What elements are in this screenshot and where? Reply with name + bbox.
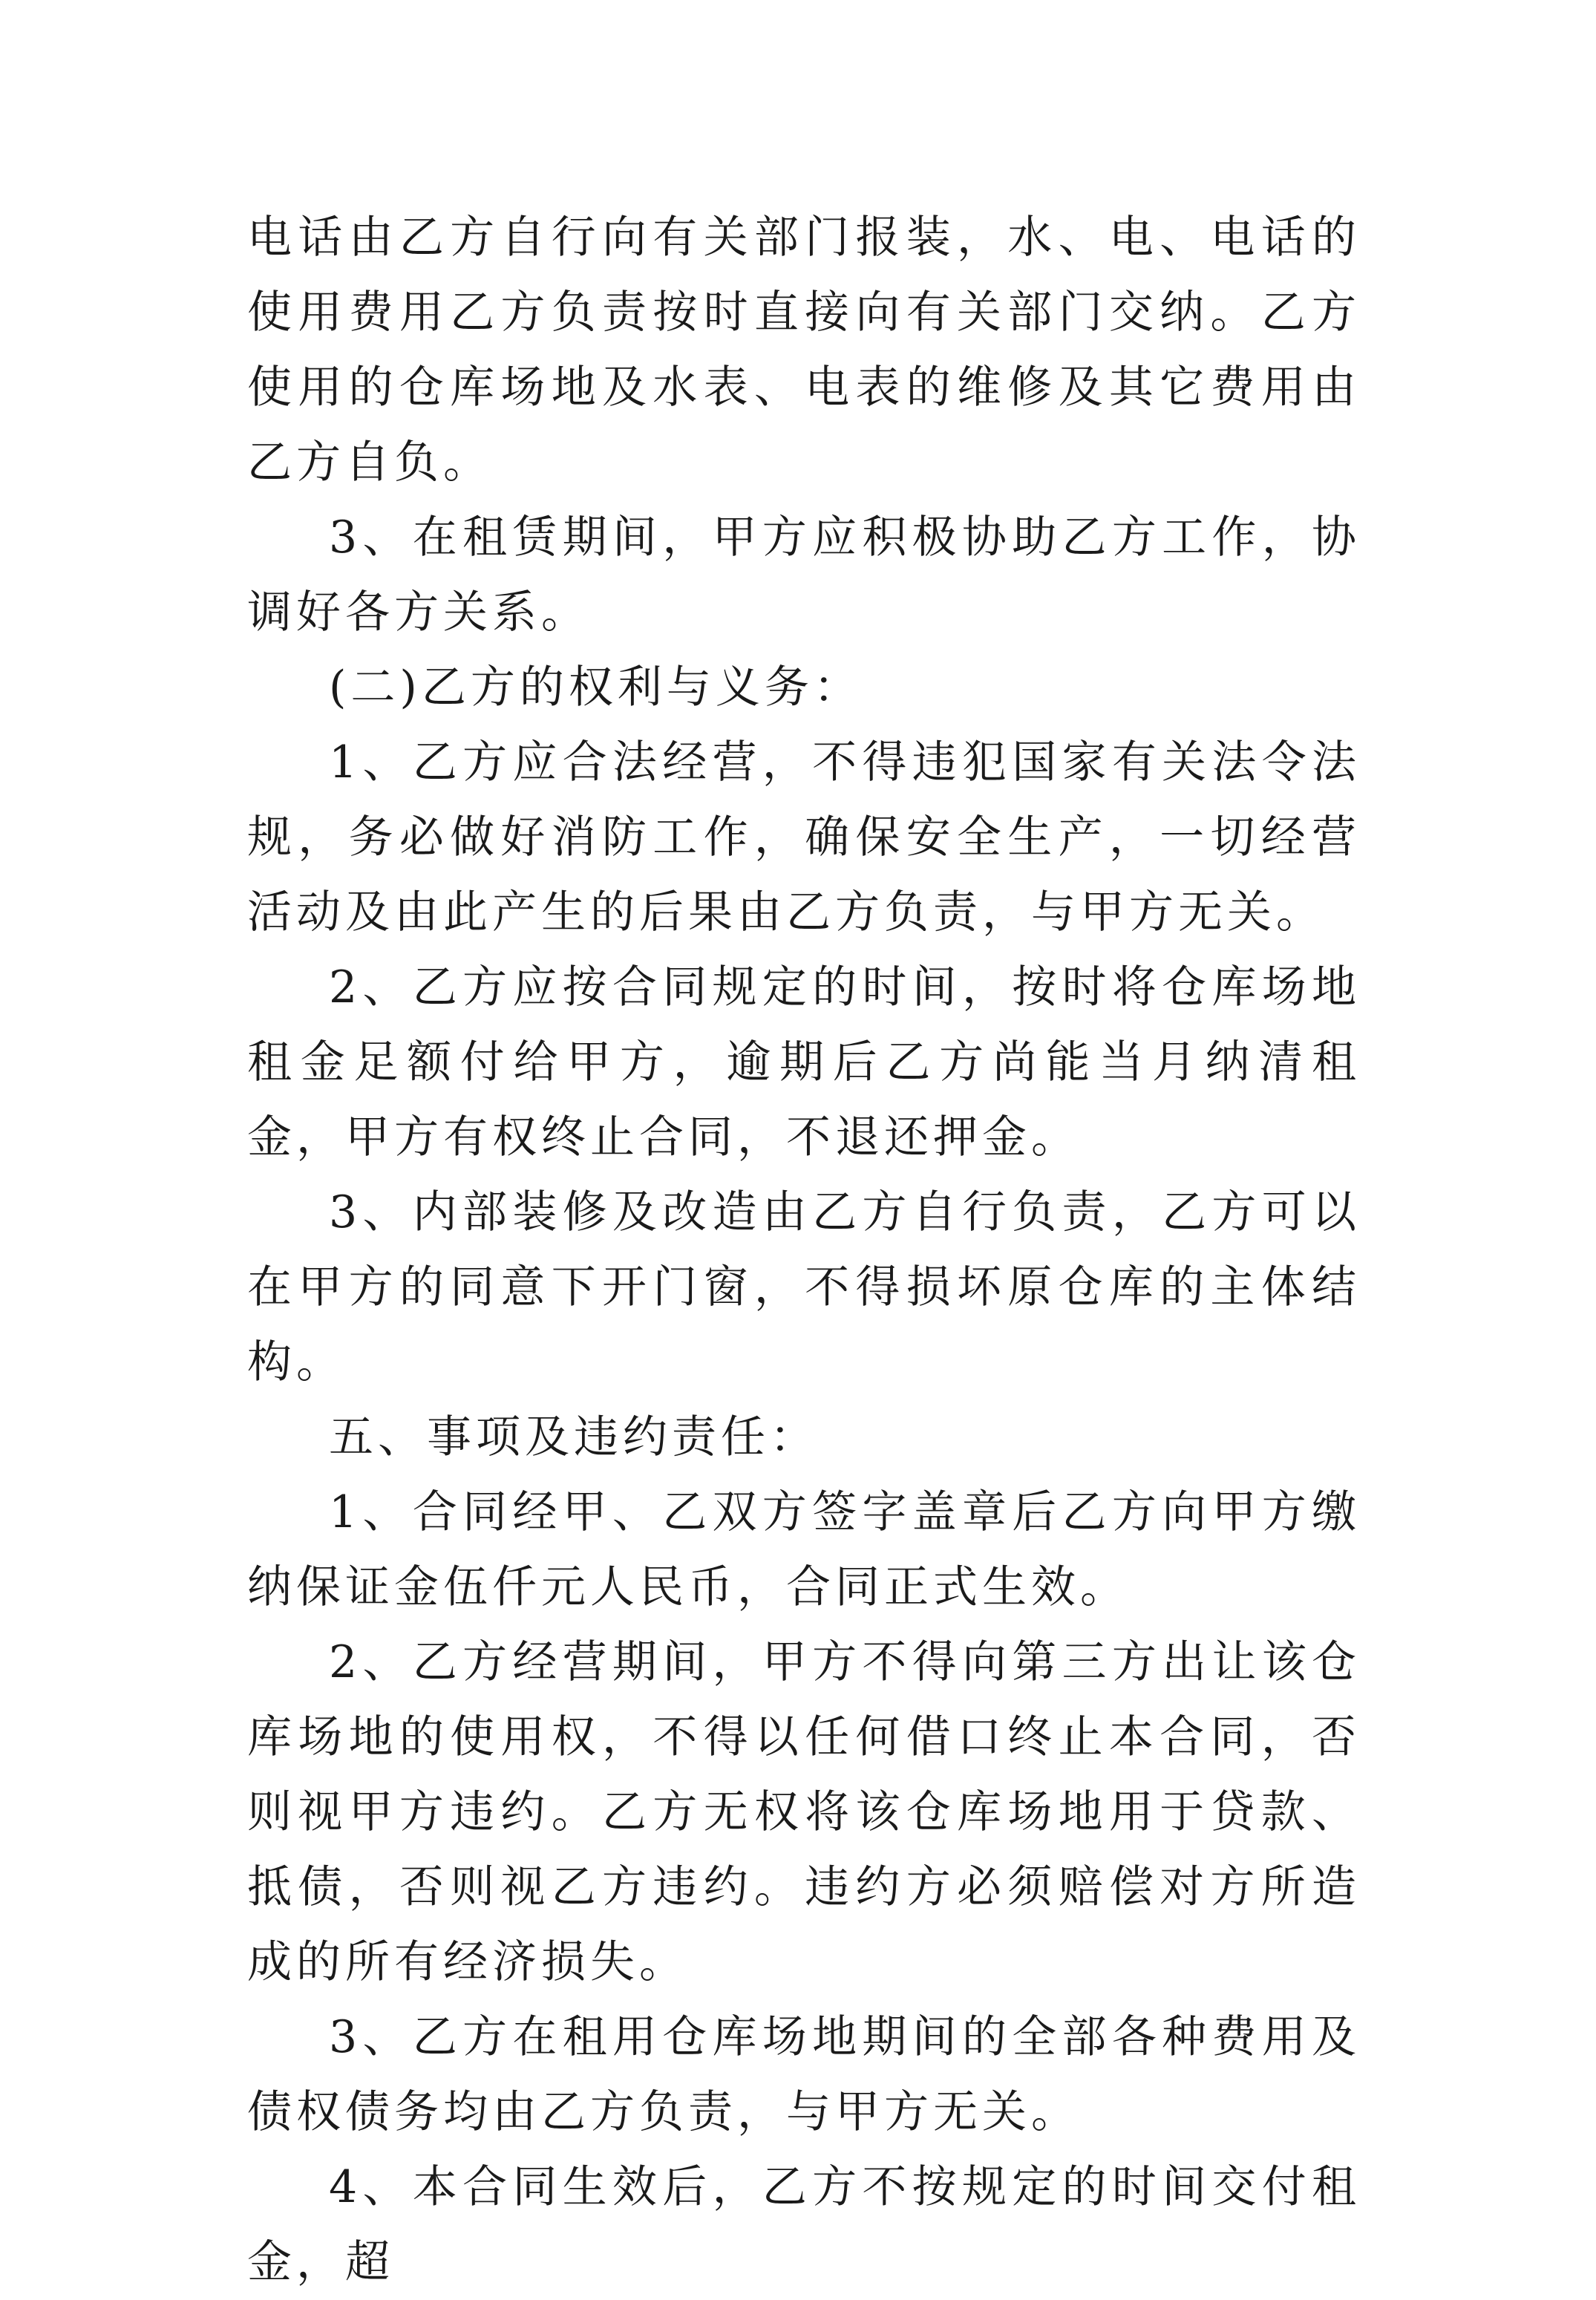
paragraph-clause-2-rent-payment: 2、乙方应按合同规定的时间，按时将仓库场地租金足额付给甲方，逾期后乙方尚能当月纳清租金，甲方有权终止合同，不退还押金。 (247, 961, 1361, 1163)
paragraph-clause-1-legal-operation: 1、乙方应合法经营，不得违犯国家有关法令法规，务必做好消防工作，确保安全生产，一切经营活动及由此产生的后果由乙方负责，与甲方无关。 (247, 736, 1361, 938)
paragraph-clause-3-renovation: 3、内部装修及改造由乙方自行负责，乙方可以在甲方的同意下开门窗，不得损坏原仓库的主体结构。 (247, 1186, 1361, 1388)
paragraph-utilities-continued: 电话由乙方自行向有关部门报装，水、电、电话的使用费用乙方负责按时直接向有关部门交纳。乙方使用的仓库场地及水表、电表的维修及其它费用由乙方自负。 (247, 212, 1361, 489)
section-heading-tenant-rights: (二)乙方的权利与义务： (329, 661, 863, 713)
paragraph-clause-4-late-rent: 4、本合同生效后，乙方不按规定的时间交付租金，超 (247, 2161, 1361, 2288)
paragraph-clause-1-deposit: 1、合同经甲、乙双方签字盖章后乙方向甲方缴纳保证金伍仟元人民币，合同正式生效。 (247, 1486, 1361, 1613)
document-body (247, 200, 1361, 2300)
paragraph-clause-3-landlord-assist: 3、在租赁期间，甲方应积极协助乙方工作，协调好各方关系。 (247, 512, 1361, 638)
paragraph-clause-2-transfer-restriction: 2、乙方经营期间，甲方不得向第三方出让该仓库场地的使用权，不得以任何借口终止本合同，否则视甲方违约。乙方无权将该仓库场地用于贷款、抵债，否则视乙方违约。违约方必须赔偿对方所造成的所有经济损失。 (247, 1636, 1361, 1988)
section-heading-breach-liability: 五、事项及违约责任： (329, 1411, 819, 1463)
paragraph-clause-3-expenses: 3、乙方在租用仓库场地期间的全部各种费用及债权债务均由乙方负责，与甲方无关。 (247, 2011, 1361, 2138)
